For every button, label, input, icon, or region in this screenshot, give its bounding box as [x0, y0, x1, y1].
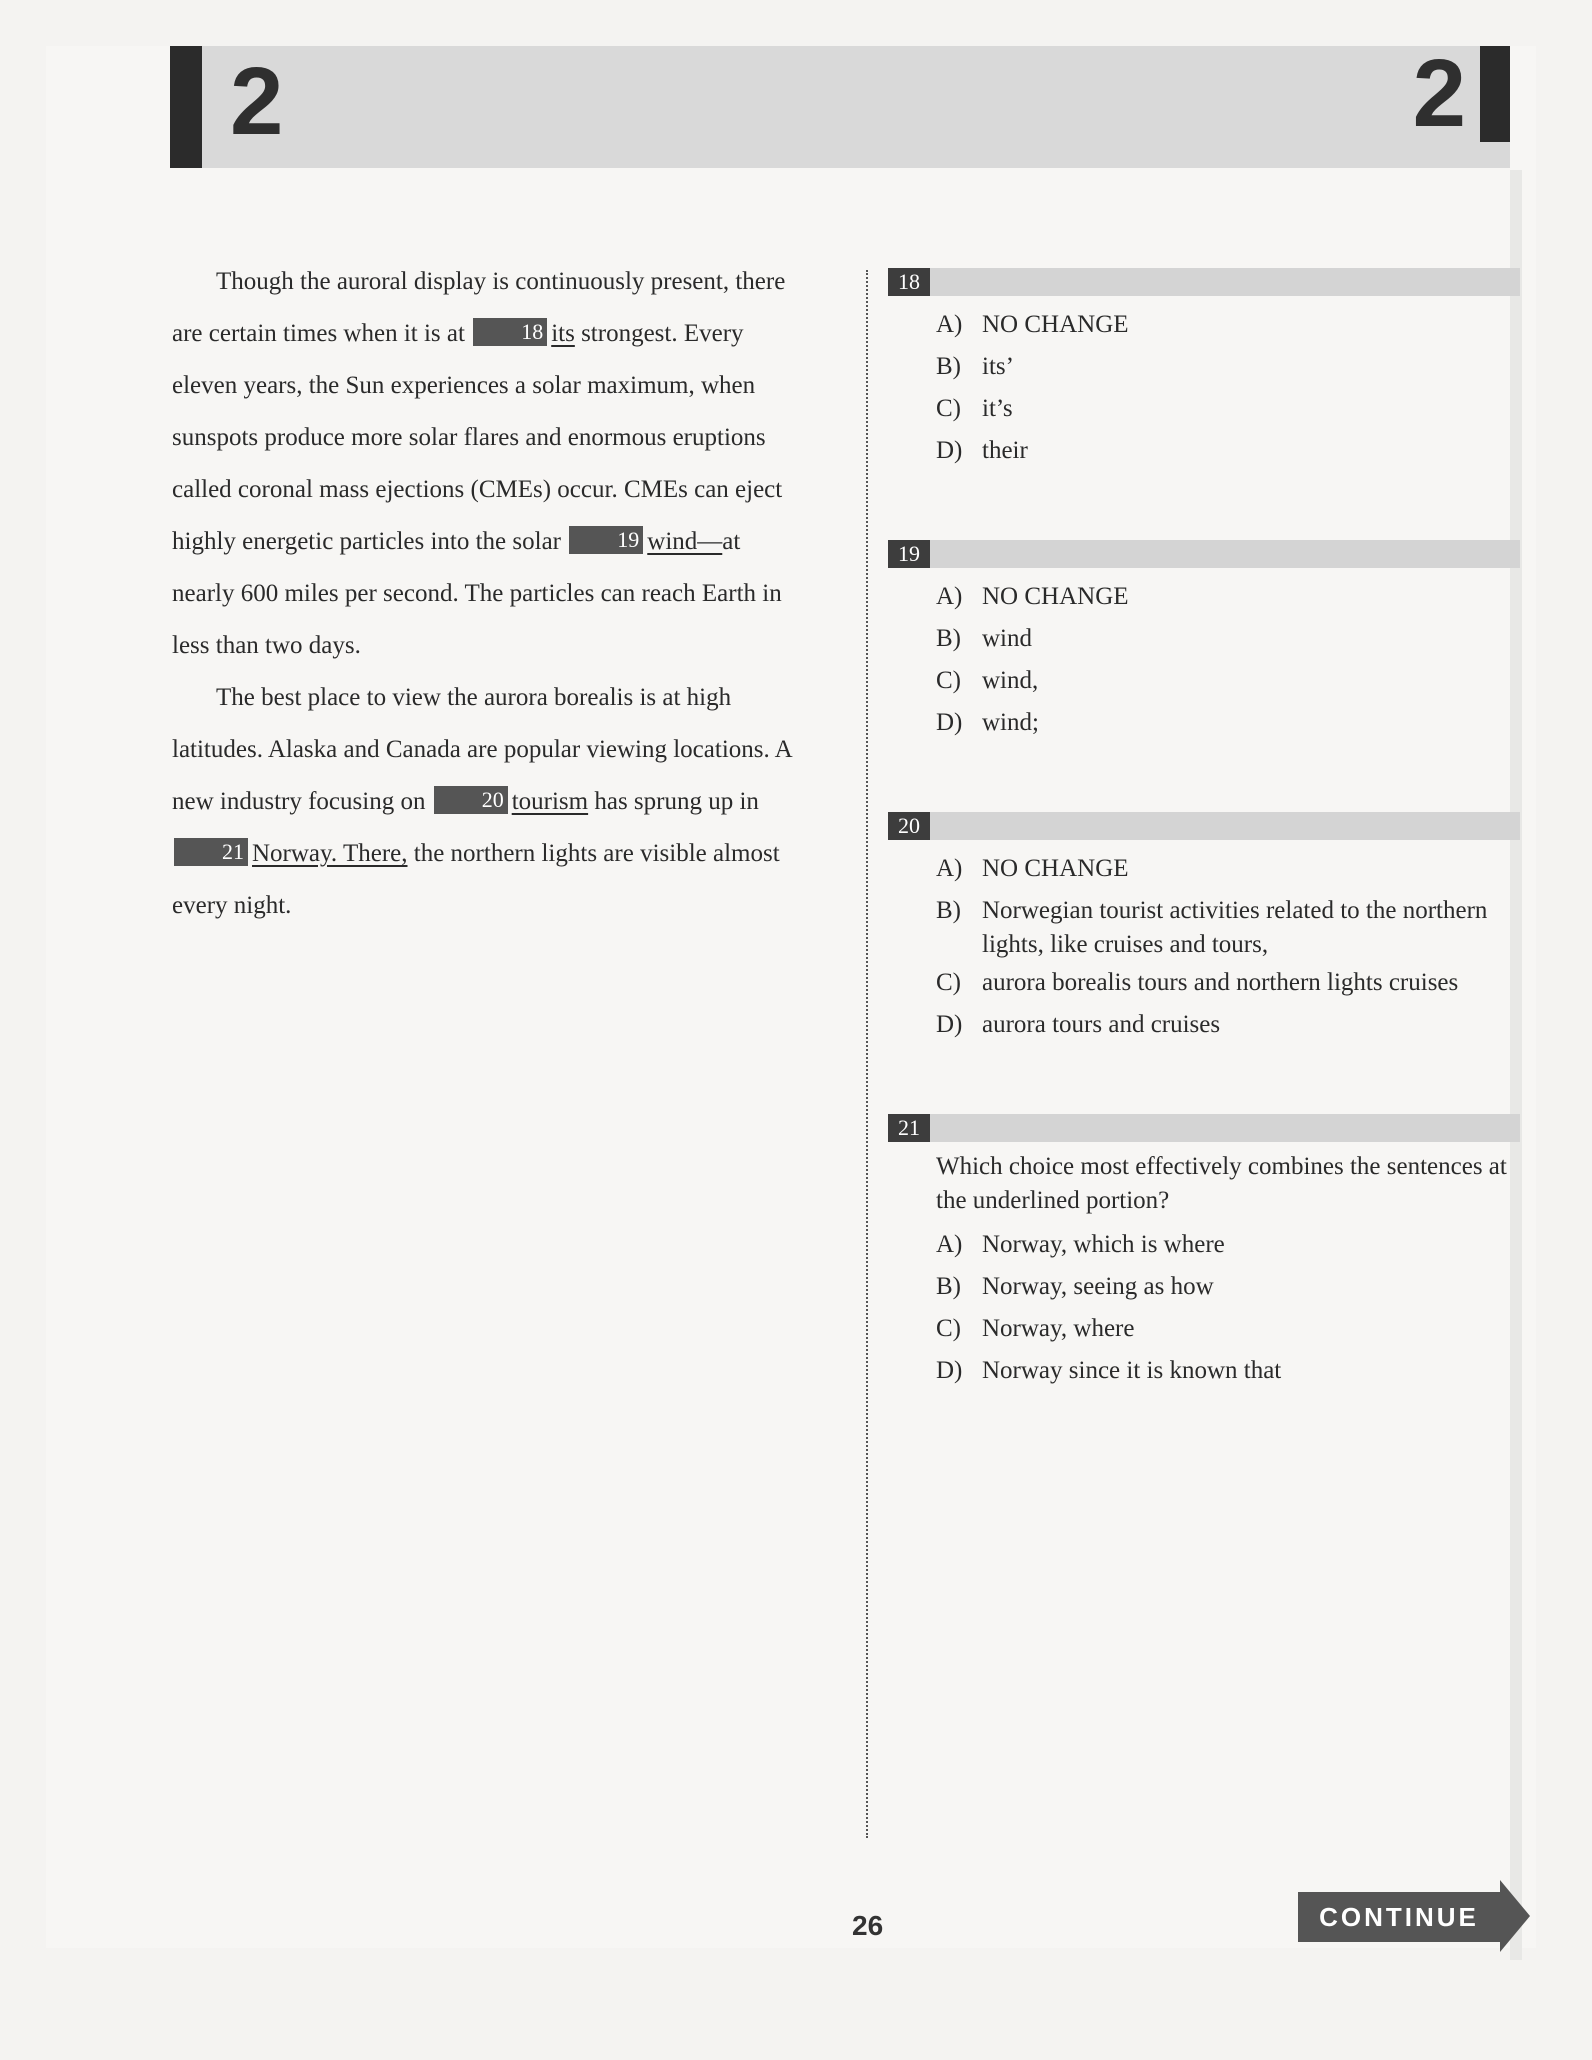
answer-option-a[interactable]: A) Norway, which is where	[936, 1231, 1225, 1258]
question-number-tag: 18	[888, 268, 930, 296]
header-bar-left	[170, 46, 202, 168]
question-18	[888, 268, 1520, 472]
section-number-left: 2	[230, 48, 284, 155]
answer-option-d[interactable]: D) aurora tours and cruises	[936, 1011, 1221, 1038]
section-header	[170, 40, 1510, 168]
answer-option-a[interactable]: A) NO CHANGE	[936, 311, 1129, 338]
passage-text: the northern lights are visible almost every night.	[172, 840, 780, 919]
column-divider	[866, 270, 868, 1838]
continue-arrow-icon	[1500, 1880, 1530, 1952]
question-number-tag: 20	[888, 812, 930, 840]
page-number: 26	[852, 1910, 884, 1941]
passage-text: at nearly 600 miles per second. The particles can reach Earth in less than two days.	[172, 528, 782, 659]
question-19	[888, 540, 1520, 744]
answer-option-c[interactable]: C) Norway, where	[936, 1315, 1135, 1342]
answer-option-b[interactable]: B) its’	[936, 353, 1014, 380]
passage-text: strongest. Every eleven years, the Sun experiences a solar maximum, when sunspots produce more solar flares and enormous eruptions called coronal mass ejections (CMEs) occur. CMEs can eject highly energetic particles into the solar	[172, 320, 783, 555]
question-marker-19[interactable]: 19	[569, 526, 643, 554]
passage-text: The best place to view the aurora borealis is at high latitudes. Alaska and Canada are popular viewing locations. A new industry focusing on	[172, 684, 792, 815]
header-bar-right	[1480, 46, 1510, 142]
question-number-tag: 19	[888, 540, 930, 568]
underlined-portion-21: Norway. There,	[252, 840, 408, 867]
section-number-right: 2	[1412, 40, 1466, 147]
passage-text: Though the auroral display is continuously present, there are certain times when it is at	[172, 268, 786, 347]
passage-paragraph-2	[172, 672, 802, 932]
underlined-portion-19: wind—	[647, 528, 723, 555]
answer-option-c[interactable]: C) aurora borealis tours and northern lights cruises	[936, 969, 1459, 996]
question-marker-18[interactable]: 18	[473, 318, 547, 346]
answer-option-d[interactable]: D) wind;	[936, 709, 1039, 736]
answer-option-a[interactable]: A) NO CHANGE	[936, 855, 1129, 882]
question-header	[888, 268, 1520, 296]
question-header	[888, 812, 1520, 840]
passage-text: has sprung up in	[594, 788, 759, 815]
question-header	[888, 1114, 1520, 1142]
continue-button[interactable]: CONTINUE	[1298, 1892, 1500, 1942]
underlined-portion-18: its	[551, 320, 575, 347]
question-number-tag: 21	[888, 1114, 930, 1142]
question-20	[888, 812, 1520, 1046]
question-21	[888, 1114, 1520, 1392]
answer-option-c[interactable]: C) it’s	[936, 395, 1013, 422]
question-stem: Which choice most effectively combines the sentences at the underlined portion?	[936, 1153, 1507, 1214]
answer-option-a[interactable]: A) NO CHANGE	[936, 583, 1129, 610]
answer-option-b[interactable]: B) Norwegian tourist activities related to the northern lights, like cruises and tours,	[936, 897, 1488, 958]
answer-option-d[interactable]: D) their	[936, 437, 1028, 464]
question-marker-20[interactable]: 20	[434, 786, 508, 814]
answer-option-b[interactable]: B) Norway, seeing as how	[936, 1273, 1214, 1300]
answer-option-c[interactable]: C) wind,	[936, 667, 1039, 694]
question-marker-21[interactable]: 21	[174, 838, 248, 866]
passage-paragraph-1	[172, 256, 802, 672]
underlined-portion-20: tourism	[511, 788, 589, 815]
question-header	[888, 540, 1520, 568]
answer-option-b[interactable]: B) wind	[936, 625, 1032, 652]
answer-option-d[interactable]: D) Norway since it is known that	[936, 1357, 1282, 1384]
reading-passage	[172, 256, 802, 932]
